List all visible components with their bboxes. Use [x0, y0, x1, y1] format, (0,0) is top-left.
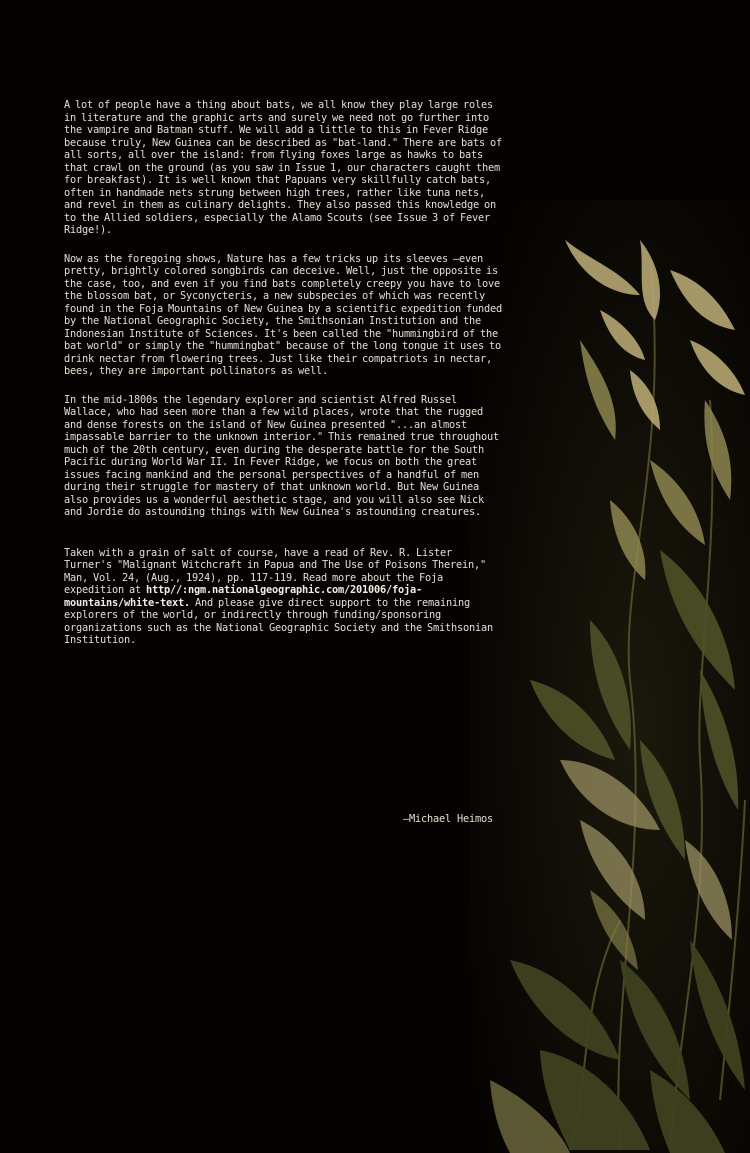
paragraph-4: [64, 547, 504, 647]
paragraph-3: In the mid-1800s the legendary explorer and scientist Alfred Russel Wallace, who had seen more than a few wild places, wrote that the rugged and dense forests on the island of New Guinea presented "...an almost impassable barrier to the unknown interior." This remained true throughout much of the 20th century, even during the desperate battle for the South Pacific during World War II. In Fever Ridge, we focus on both the great issues facing mankind and the personal perspectives of a handful of men during their struggle for mastery of that unknown world. But New Guinea also provides us a wonderful aesthetic stage, and you will also see Nick and Jordie do astounding things with New Guinea's astounding creatures.: [64, 393, 499, 518]
jungle-foliage-illustration: [470, 200, 750, 1153]
paragraph-1: A lot of people have a thing about bats, we all know they play large roles in literature and the graphic arts and surely we need not go further into the vampire and Batman stuff. We will add a little to this in Fever Ridge because truly, New Guinea can be described as "bat-land." There are bats of all sorts, all over the island: from flying foxes large as hawks to bats that crawl on the ground (as you saw in Issue 1, our characters caught them for breakfast). It is well known that Papuans very skillfully catch bats, often in handmade nets strung between high trees, rather like tuna nets, and revel in them as culinary delights. They also passed this knowledge on to the Allied soldiers, especially the Alamo Scouts (see Issue 3 of Fever Ridge!).: [64, 99, 502, 236]
expedition-url-link[interactable]: http//:ngm.nationalgeographic.com/201006/foja-mountains/white-text.: [64, 584, 422, 609]
paragraph-2: Now as the foregoing shows, Nature has a few tricks up its sleeves —even pretty, brightly colored songbirds can deceive. Well, just the opposite is the case, too, and even if you find bats completely creepy you have to love the blossom bat, or Syconycteris, a new subspecies of which was recently found in the Foja Mountains of New Guinea by a scientific expedition funded by the National Geographic Society, the Smithsonian Institution and the Indonesian Institute of Sciences. It's been called the "hummingbird of the bat world" or simply the "hummingbat" because of the long tongue it uses to drink nectar from flowering trees. Just like their compatriots in nectar, bees, they are important pollinators as well.: [64, 252, 502, 377]
paragraph-4-closing: And please give direct support to the remaining explorers of the world, or indirectly through funding/sponsoring organizations such as the National Geographic Society and the Smithsonian Institution.: [64, 596, 493, 646]
author-signature: —Michael Heimos: [403, 813, 493, 825]
article-body: [64, 99, 504, 663]
paragraph-4-intro: Taken with a grain of salt of course, have a read of Rev. R. Lister Turner's "Malignant Witchcraft in Papua and The Use of Poisons Therein," Man, Vol. 24, (Aug., 1924), pp. 117-119. Read more about the Foja expedition at: [64, 546, 486, 596]
